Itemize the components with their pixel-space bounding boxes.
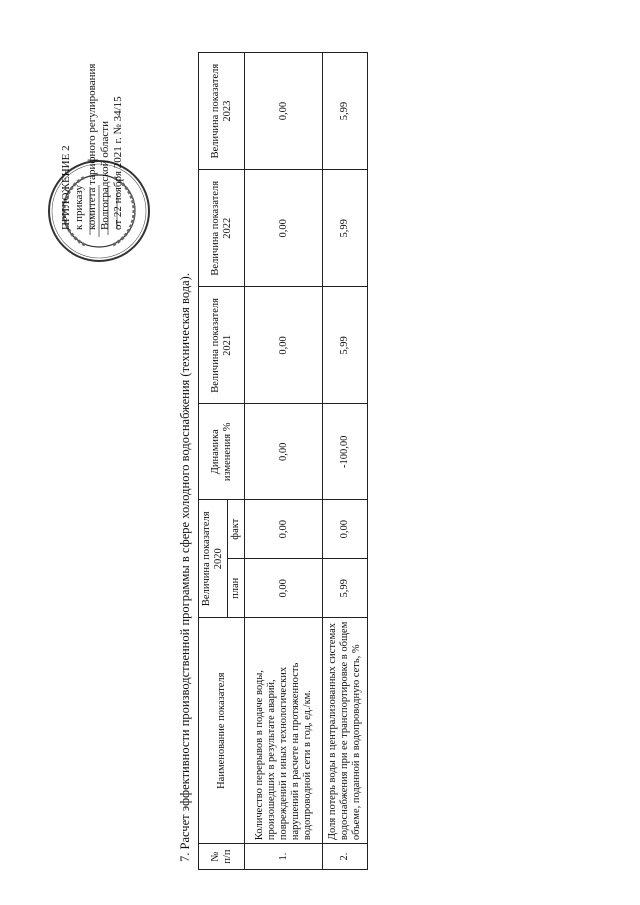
appendix-line: от 22 ноября 2021 г. № 34/15 xyxy=(112,96,124,230)
appendix-title: ПРИЛОЖЕНИЕ 2 xyxy=(60,145,72,230)
table-row xyxy=(323,53,368,870)
row-2021: 0,00 xyxy=(245,287,323,404)
row-fact: 0,00 xyxy=(245,500,323,559)
header-name: Наименование показателя xyxy=(199,618,245,844)
appendix-line: комитета тарифного регулирования xyxy=(86,63,98,230)
row-dynamics: 0,00 xyxy=(245,404,323,500)
table-row xyxy=(245,53,323,870)
header-2021: Величина показателя 2021 xyxy=(199,287,245,404)
row-2023: 0,00 xyxy=(245,53,323,170)
row-plan: 0,00 xyxy=(245,559,323,618)
row-name: Количество перерывов в подаче воды, произошедших в результате аварий, повреждений и иных технологических нарушений в расчете на протяженность водопроводной сети в год, ед./км. xyxy=(245,618,323,844)
header-num: № п/п xyxy=(199,844,245,870)
row-dynamics: -100,00 xyxy=(323,404,368,500)
header-fact: факт xyxy=(228,500,245,559)
header-2022: Величина показателя 2022 xyxy=(199,170,245,287)
appendix-line: Волгоградской области xyxy=(99,121,111,230)
appendix-line: к приказу xyxy=(73,184,85,230)
row-2021: 5,99 xyxy=(323,287,368,404)
row-num: 2. xyxy=(323,844,368,870)
section-heading: 7. Расчет эффективности производственной программы в сфере холодного водоснабжения (техническая вода). xyxy=(178,273,192,862)
header-dynamics: Динамика изменения % xyxy=(199,404,245,500)
header-value-2020: Величина показателя 2020 xyxy=(199,500,228,618)
row-2022: 0,00 xyxy=(245,170,323,287)
row-fact: 0,00 xyxy=(323,500,368,559)
appendix-block xyxy=(60,0,125,230)
header-plan: план xyxy=(228,559,245,618)
row-num: 1. xyxy=(245,844,323,870)
row-name: Доля потерь воды в централизованных системах водоснабжения при ее транспортировке в общем объеме, поданной в водопроводную сеть, % xyxy=(323,618,368,844)
indicators-table xyxy=(198,52,368,870)
header-2023: Величина показателя 2023 xyxy=(199,53,245,170)
row-plan: 5,99 xyxy=(323,559,368,618)
row-2022: 5,99 xyxy=(323,170,368,287)
row-2023: 5,99 xyxy=(323,53,368,170)
